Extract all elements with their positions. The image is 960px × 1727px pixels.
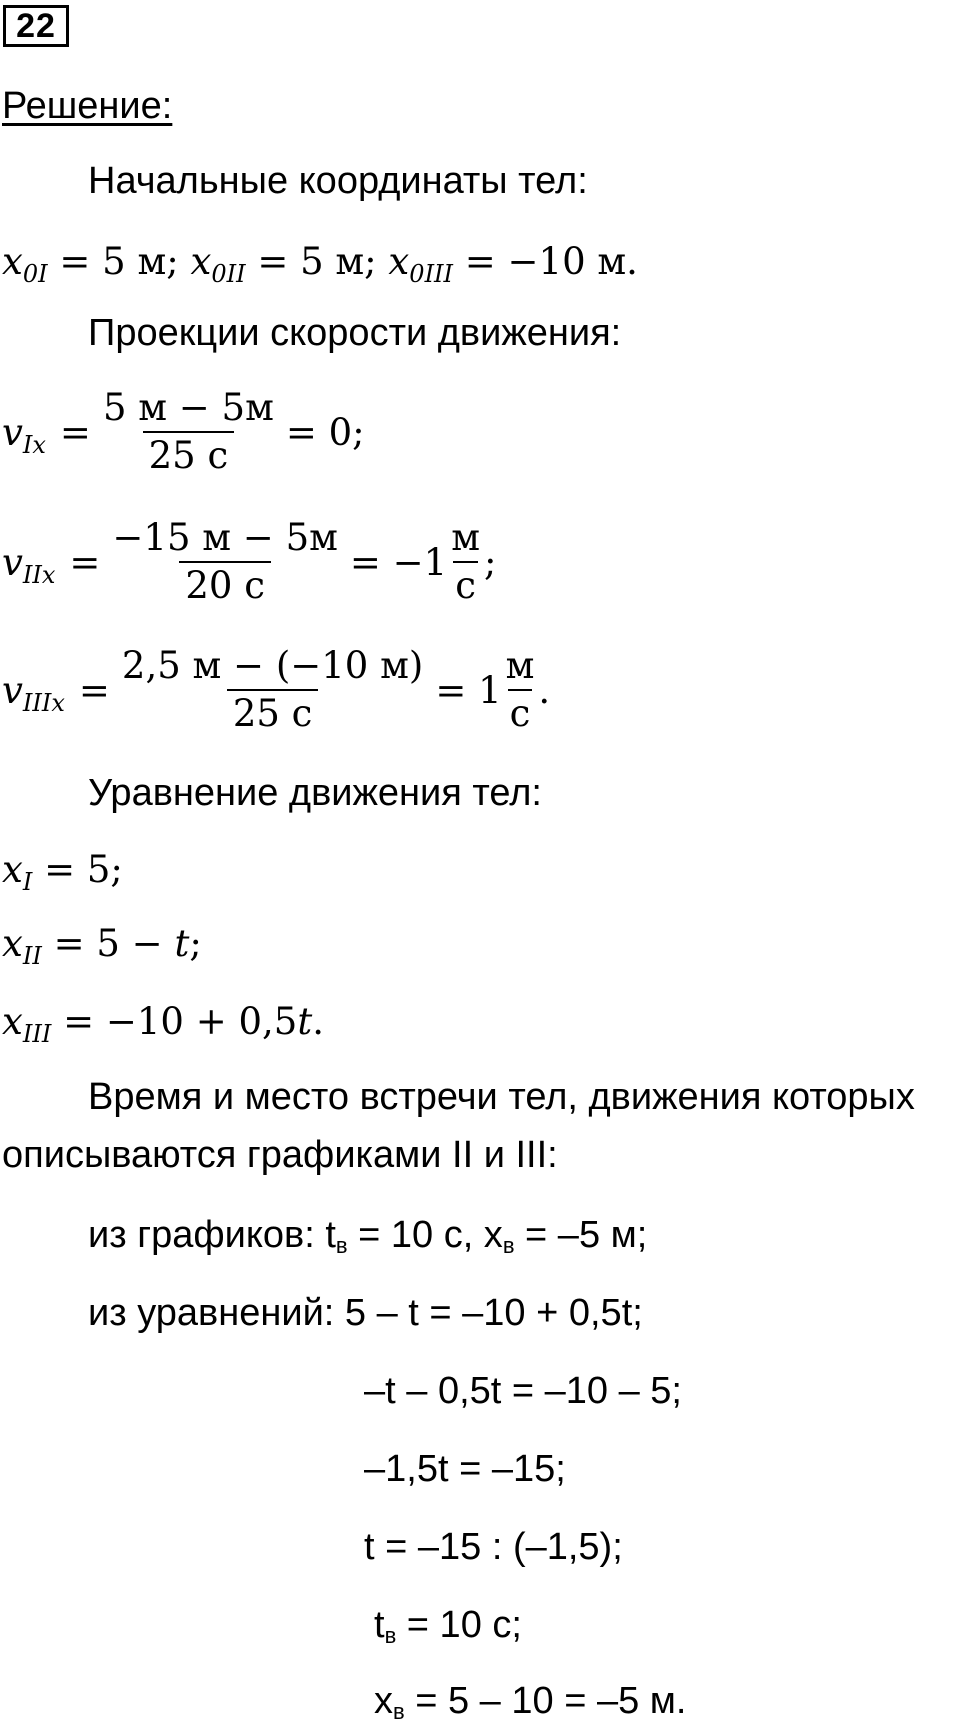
v3-equals: =	[78, 668, 110, 712]
v3-numerator: 2,5 м − (−10 м)	[121, 644, 424, 687]
step4-subscript: в	[384, 1623, 397, 1648]
solution-step-3: t = –15 : (–1,5);	[364, 1526, 623, 1568]
v3-unit-numerator: м	[505, 644, 535, 687]
velocity-equation-1	[2, 388, 365, 476]
from-graphs-text-b: = 10 с, x	[347, 1214, 503, 1256]
v2-symbol: v	[2, 540, 23, 584]
eq1-subscript: I	[22, 868, 33, 896]
v2-unit-fraction	[449, 518, 482, 606]
v1-symbol: v	[2, 410, 23, 454]
eq3-rhs: = −10 + 0,5	[51, 1000, 298, 1043]
v3-result: = 1	[435, 668, 502, 712]
x0I-subscript: 0I	[22, 260, 48, 288]
eq3-variable: t	[297, 1000, 313, 1043]
from-equations-line: из уравнений: 5 – t = –10 + 0,5t;	[88, 1292, 643, 1334]
eq1-symbol: x	[2, 848, 23, 891]
step4-text-b: = 10 с;	[396, 1604, 522, 1646]
solution-heading: Решение:	[2, 85, 173, 127]
solution-step-5	[374, 1680, 686, 1723]
paragraph-equations-of-motion: Уравнение движения тел:	[88, 772, 542, 814]
x0I-symbol: x	[2, 240, 23, 283]
problem-number: 22	[3, 5, 69, 47]
v2-unit-numerator: м	[451, 516, 480, 559]
eq3-end: .	[312, 1000, 324, 1043]
step4-text-a: t	[374, 1604, 385, 1646]
velocity-equation-2	[2, 518, 496, 606]
x0II-value: = 5 м;	[245, 240, 389, 283]
motion-equation-3	[2, 1000, 324, 1048]
v1-numerator: 5 м − 5м	[102, 386, 274, 429]
eq2-symbol: x	[2, 922, 23, 965]
v3-end: .	[538, 668, 551, 712]
eq2-variable: t	[174, 922, 190, 965]
v1-fraction	[97, 388, 280, 476]
from-graphs-sub-1: в	[335, 1233, 348, 1258]
motion-equation-1	[2, 848, 123, 896]
v3-symbol: v	[2, 668, 23, 712]
eq3-symbol: x	[2, 1000, 23, 1043]
v1-result: = 0;	[285, 410, 365, 454]
x0III-subscript: 0III	[409, 260, 454, 288]
paragraph-velocity-projections: Проекции скорости движения:	[88, 312, 622, 354]
eq2-end: ;	[189, 922, 202, 965]
eq2-subscript: II	[22, 942, 42, 970]
v2-numerator: −15 м − 5м	[112, 516, 338, 559]
v2-unit-denominator: с	[453, 561, 478, 606]
motion-equation-2	[2, 922, 202, 970]
step5-text-b: = 5 – 10 = –5 м.	[404, 1680, 687, 1722]
v3-unit-denominator: с	[508, 689, 533, 734]
eq2-rhs: = 5 −	[41, 922, 175, 965]
v3-unit-fraction	[504, 646, 537, 734]
x0I-value: = 5 м;	[47, 240, 191, 283]
from-graphs-text-c: = –5 м;	[514, 1214, 648, 1256]
v3-denominator: 25 с	[227, 689, 319, 734]
velocity-equation-3	[2, 646, 550, 734]
v2-subscript: IIx	[22, 560, 56, 589]
paragraph-meeting-line-2: описываются графиками II и III:	[2, 1134, 558, 1176]
paragraph-initial-coordinates: Начальные координаты тел:	[88, 160, 588, 202]
eq3-subscript: III	[22, 1020, 52, 1048]
x0III-value: = −10 м.	[453, 240, 638, 283]
step5-subscript: в	[393, 1699, 405, 1724]
from-graphs-sub-2: в	[502, 1233, 515, 1258]
initial-coordinates-line	[2, 240, 638, 288]
v2-result: = −1	[349, 540, 448, 584]
x0II-symbol: x	[190, 240, 212, 283]
v1-denominator: 25 с	[143, 431, 235, 476]
eq1-rhs: = 5;	[32, 848, 123, 891]
v2-equals: =	[69, 540, 101, 584]
v2-denominator: 20 с	[179, 561, 271, 606]
solution-step-2: –1,5t = –15;	[364, 1448, 566, 1490]
from-graphs-text-a: из графиков: t	[88, 1214, 336, 1256]
v1-subscript: Ix	[22, 430, 46, 459]
v2-end: ;	[483, 540, 497, 584]
solution-step-4	[374, 1604, 522, 1647]
v3-subscript: IIIx	[22, 688, 65, 717]
v1-equals: =	[59, 410, 91, 454]
paragraph-meeting-line-1: Время и место встречи тел, движения которых	[88, 1076, 915, 1118]
v3-fraction	[116, 646, 429, 734]
v2-fraction	[106, 518, 343, 606]
solution-step-1: –t – 0,5t = –10 – 5;	[364, 1370, 682, 1412]
x0III-symbol: x	[388, 240, 410, 283]
from-graphs-line	[88, 1214, 647, 1257]
step5-text-a: x	[374, 1680, 393, 1722]
x0II-subscript: 0II	[211, 260, 246, 288]
